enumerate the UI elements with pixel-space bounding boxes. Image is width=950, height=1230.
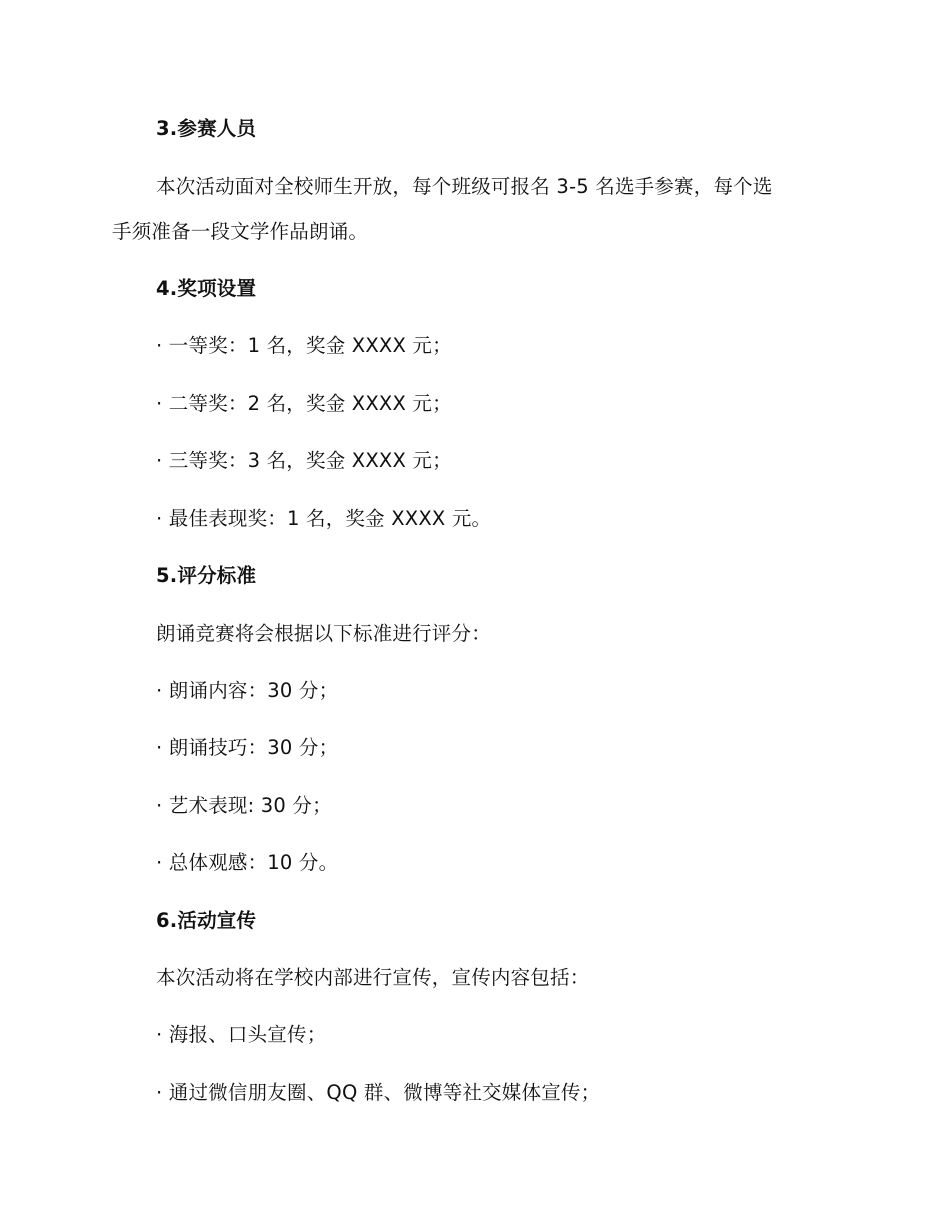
award-item-third: · 三等奖：3 名，奖金 XXXX 元；: [156, 449, 452, 472]
award-item-second: · 二等奖：2 名，奖金 XXXX 元；: [156, 392, 452, 415]
criteria-item-content: · 朗诵内容：30 分；: [156, 679, 339, 702]
section-6-intro: 本次活动将在学校内部进行宣传，宣传内容包括：: [156, 966, 590, 989]
section-5-intro: 朗诵竞赛将会根据以下标准进行评分：: [156, 622, 491, 645]
criteria-item-technique: · 朗诵技巧：30 分；: [156, 736, 339, 759]
award-item-first: · 一等奖：1 名，奖金 XXXX 元；: [156, 334, 452, 357]
section-3-heading: 3.参赛人员: [156, 117, 257, 140]
award-item-best-performance: · 最佳表现奖：1 名，奖金 XXXX 元。: [156, 507, 492, 530]
section-3-paragraph-line2: 手须准备一段文学作品朗诵。: [112, 220, 369, 243]
section-6-heading: 6.活动宣传: [156, 909, 257, 932]
promo-item-posters: · 海报、口头宣传；: [156, 1023, 327, 1046]
criteria-item-overall: · 总体观感：10 分。: [156, 851, 339, 874]
promo-item-social-media: · 通过微信朋友圈、QQ 群、微博等社交媒体宣传；: [156, 1081, 601, 1104]
section-3-paragraph-line1: 本次活动面对全校师生开放，每个班级可报名 3-5 名选手参赛，每个选: [156, 175, 773, 198]
criteria-item-artistic: · 艺术表现: 30 分；: [156, 794, 332, 817]
section-4-heading: 4.奖项设置: [156, 277, 257, 300]
section-5-heading: 5.评分标准: [156, 564, 257, 587]
